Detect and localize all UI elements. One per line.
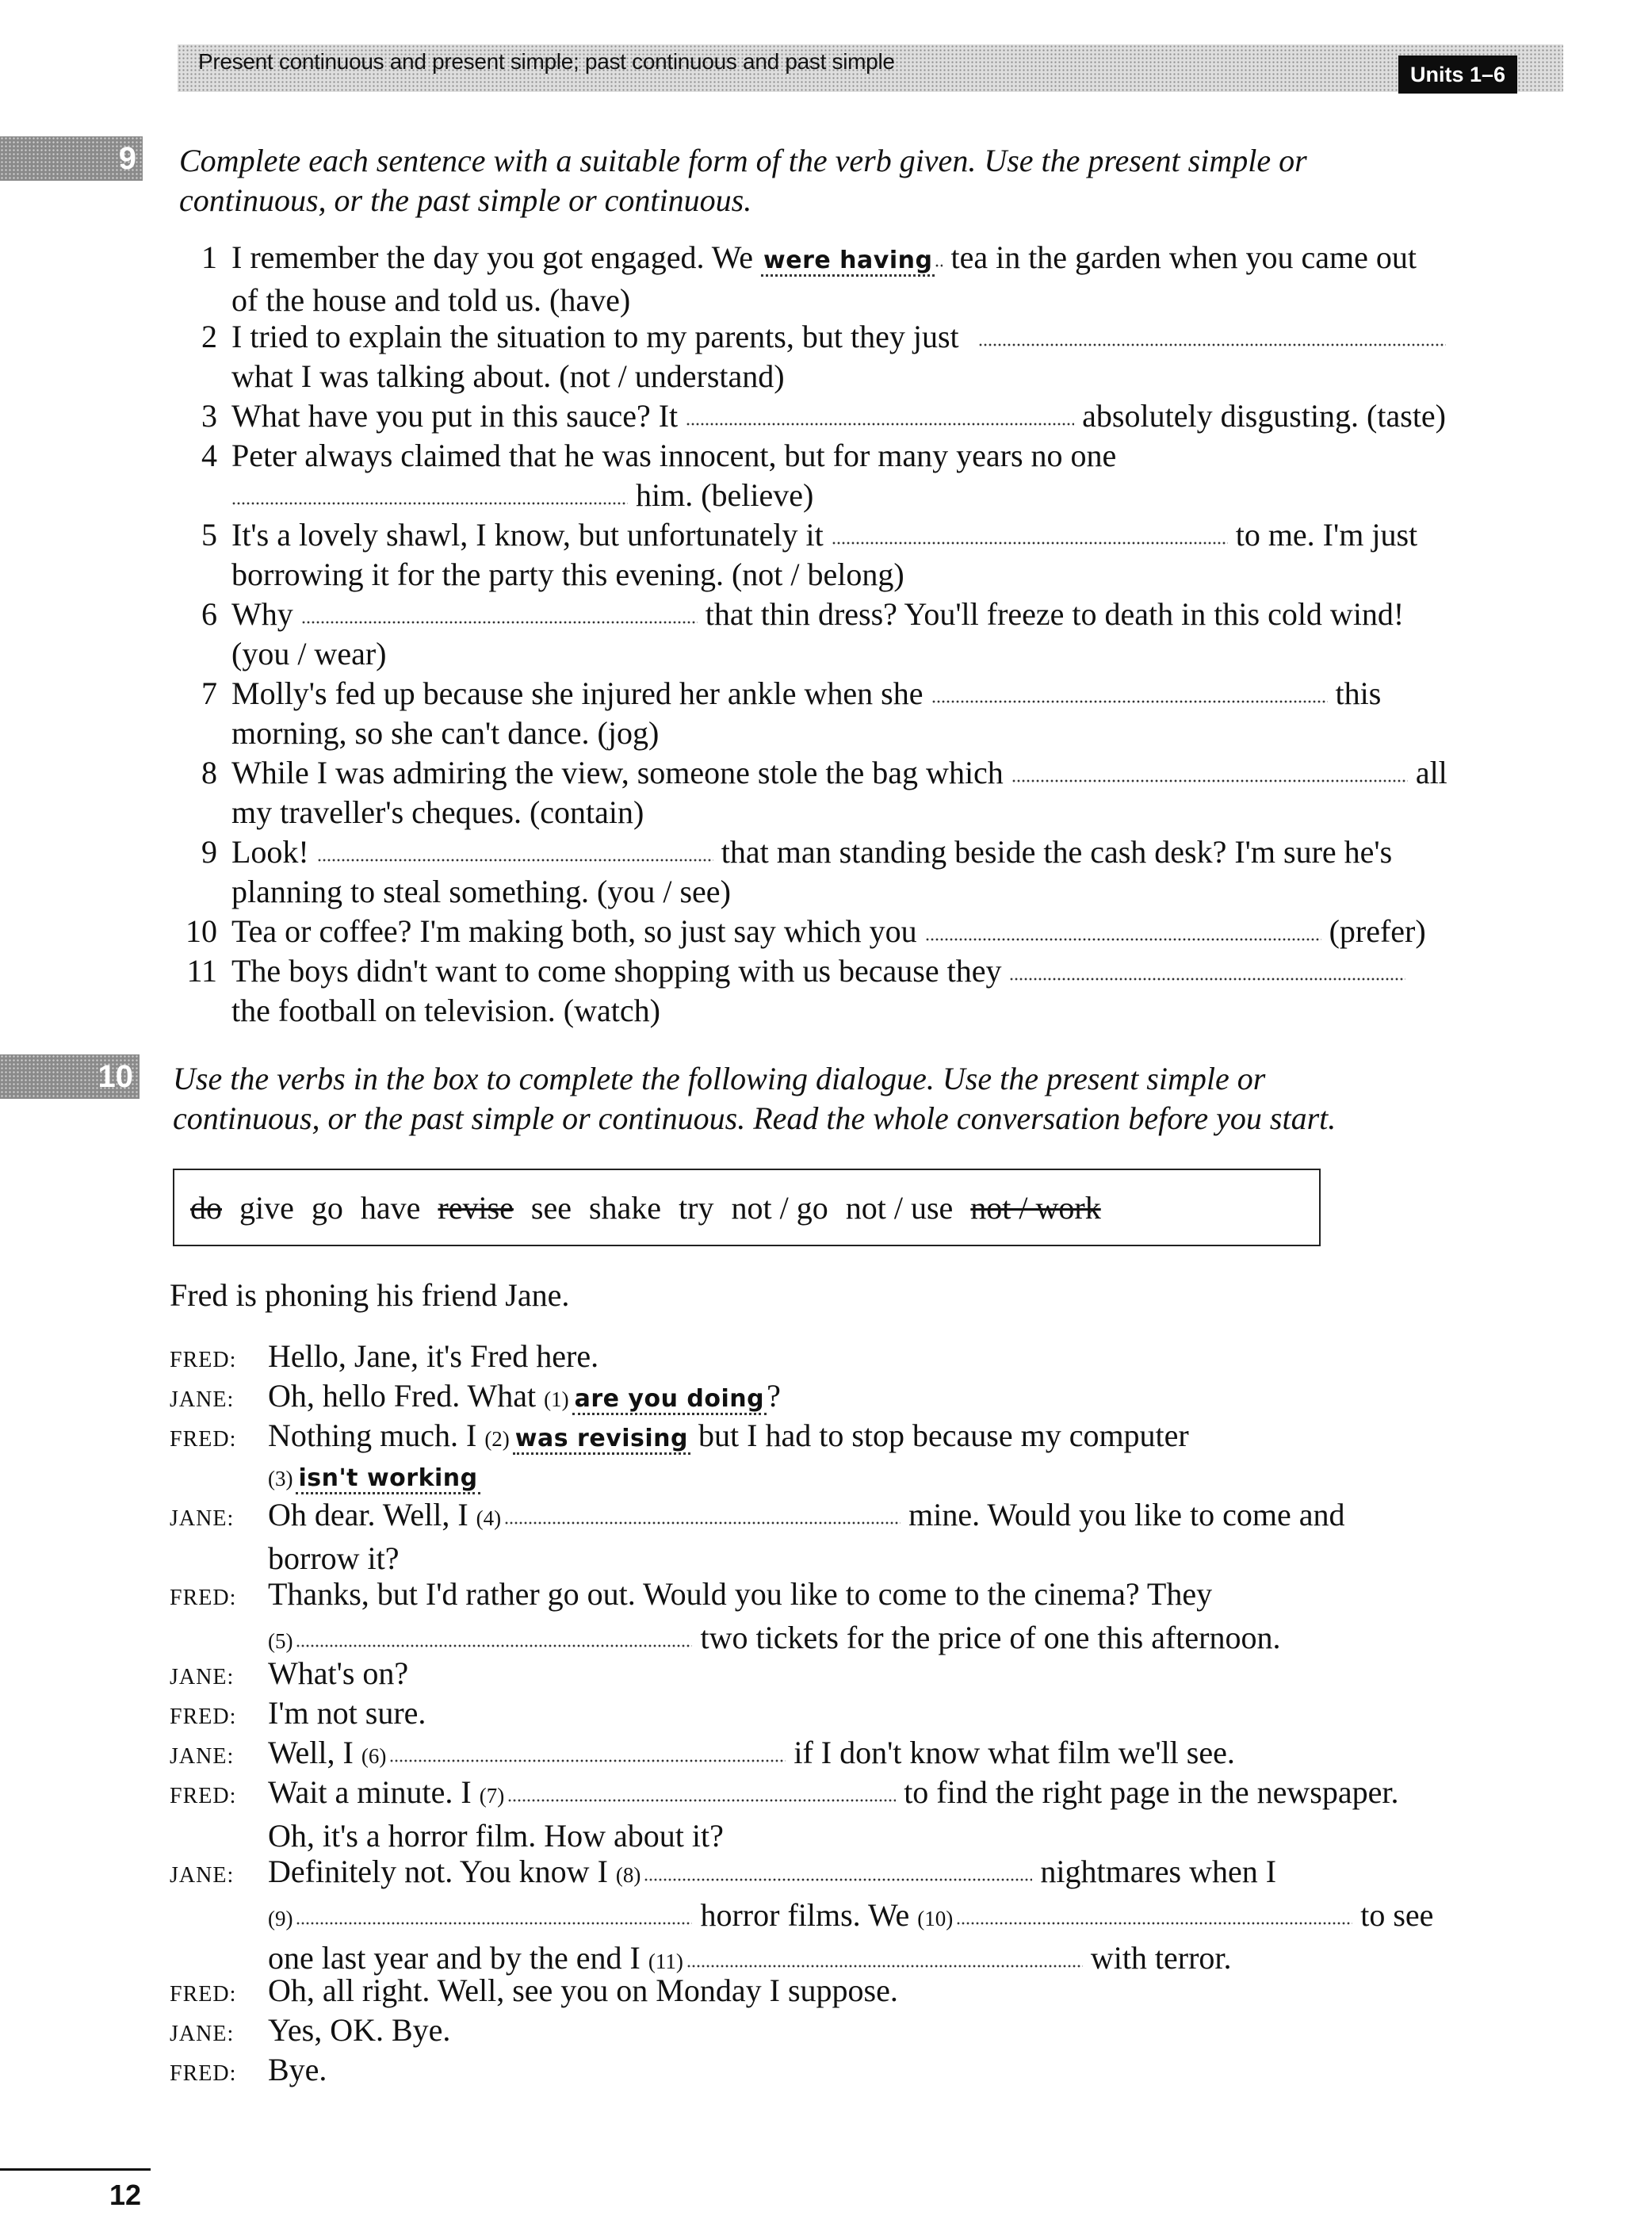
answer-filled: isn't working (296, 1464, 480, 1494)
dialogue-line: JANE: What's on? (170, 1654, 408, 1697)
speaker: JANE: (170, 1506, 235, 1531)
answer-blank[interactable] (931, 694, 1328, 704)
exercise-item-10: 10 Tea or coffee? I'm making both, so just say which you (prefer) (185, 913, 1426, 949)
answer-blank[interactable] (296, 1916, 692, 1926)
answer-blank[interactable] (925, 932, 1321, 942)
exercise-item-11: 11 The boys didn't want to come shopping with us because they the football on television. (watch) (179, 951, 1405, 1031)
speaker: JANE: (170, 1863, 235, 1888)
speaker: JANE: (170, 1744, 235, 1769)
speaker: FRED: (170, 1705, 237, 1729)
word-used: not / work (970, 1189, 1101, 1226)
answer-blank[interactable] (644, 1873, 1032, 1882)
exercise-item-1: 1 I remember the day you got engaged. We were having tea in the garden when you came out of the house and told us. (have) (201, 239, 1417, 318)
dialogue-line: FRED: Wait a minute. I (7) to find the right page in the newspaper. Oh, it's a horror film. How about it? (170, 1774, 1399, 1854)
answer-blank[interactable] (1009, 972, 1405, 981)
exercise-9-number: 9 (0, 136, 143, 181)
word: not / go (731, 1189, 828, 1226)
speaker: FRED: (170, 1427, 237, 1452)
units-badge: Units 1–6 (1398, 55, 1517, 94)
answer-filled: were having (761, 247, 935, 277)
dialogue-line: JANE: Oh dear. Well, I (4) mine. Would you like to come and borrow it? (170, 1497, 1345, 1576)
answer-blank[interactable] (296, 1639, 692, 1648)
dialogue-line: FRED: Bye. (170, 2050, 327, 2094)
exercise-9-instruction (179, 141, 1558, 220)
answer-blank[interactable] (686, 417, 1074, 427)
speaker: FRED: (170, 2061, 237, 2086)
word: have (360, 1189, 421, 1226)
exercise-item-7: 7 Molly's fed up because she injured her ankle when she this morning, so she can't dance. (jog) (201, 675, 1382, 751)
dialogue-line: FRED: Oh, all right. Well, see you on Monday I suppose. (170, 1971, 898, 2014)
instruction-line: Use the verbs in the box to complete the following dialogue. Use the present simple or (173, 1061, 1266, 1096)
answer-blank[interactable] (317, 853, 713, 863)
dialogue-line: JANE: Oh, hello Fred. What (1) are you doing? (170, 1376, 781, 1420)
answer-blank[interactable] (832, 536, 1228, 545)
answer-filled: was revising (513, 1425, 690, 1455)
word: give (239, 1189, 294, 1226)
word: not / use (845, 1189, 954, 1226)
exercise-10-instruction (173, 1059, 1568, 1138)
word-used: do (190, 1189, 222, 1226)
speaker: FRED: (170, 1348, 237, 1372)
dialogue-line: FRED: Nothing much. I (2) was revising but I had to stop because my computer (170, 1416, 1189, 1460)
answer-blank[interactable] (956, 1916, 1352, 1926)
exercise-item-9: 9 Look! that man standing beside the cash desk? I'm sure he's planning to steal something. (you / see) (201, 834, 1393, 909)
word: shake (588, 1189, 662, 1226)
dialogue-intro: Fred is phoning his friend Jane. (170, 1277, 570, 1313)
dialogue-line: FRED: I'm not sure. (170, 1693, 426, 1737)
answer-blank[interactable] (1011, 774, 1408, 783)
exercise-item-3: 3 What have you put in this sauce? It absolutely disgusting. (taste) (201, 398, 1446, 434)
exercise-item-8: 8 While I was admiring the view, someone stole the bag which all my traveller's cheques. (contain) (201, 755, 1447, 830)
exercise-item-5: 5 It's a lovely shawl, I know, but unfortunately it to me. I'm just borrowing it for the party this evening. (not / belong) (201, 517, 1418, 592)
dialogue-line: JANE: Well, I (6) if I don't know what film we'll see. (170, 1733, 1235, 1777)
word: go (311, 1189, 343, 1226)
exercise-item-2: 2 I tried to explain the situation to my parents, but they just what I was talking about. (not / understand) (179, 317, 1446, 396)
dialogue-line: JANE: Yes, OK. Bye. (170, 2011, 450, 2054)
speaker: FRED: (170, 1982, 237, 2007)
exercise-item-4: 4 Peter always claimed that he was innocent, but for many years no one him. (believe) (201, 438, 1117, 513)
answer-filled: are you doing (572, 1385, 767, 1415)
dialogue-line: JANE: Definitely not. You know I (8) nightmares when I (9) horror films. We (10) to see one last year and by the end I (11) with terror. (170, 1854, 1434, 1976)
instruction-line: Complete each sentence with a suitable form of the verb given. Use the present simple or (179, 143, 1307, 178)
speaker: FRED: (170, 1784, 237, 1808)
exercise-item-6: 6 Why that thin dress? You'll freeze to death in this cold wind! (you / wear) (201, 596, 1405, 671)
answer-blank[interactable] (504, 1516, 901, 1525)
answer-blank[interactable] (389, 1754, 786, 1763)
answer-blank[interactable] (686, 1959, 1083, 1969)
exercise-10-number: 10 (0, 1054, 140, 1099)
page-title: Present continuous and present simple; past continuous and past simple (198, 49, 895, 74)
answer-blank[interactable] (301, 615, 698, 625)
verb-word-box (173, 1169, 1321, 1246)
dialogue-line: (3) isn't working (170, 1456, 480, 1498)
page-number: 12 (109, 2179, 142, 2211)
footer-rule (0, 2168, 151, 2171)
word-used: revise (438, 1189, 514, 1226)
word: see (530, 1189, 572, 1226)
speaker: JANE: (170, 1387, 235, 1412)
answer-blank[interactable] (978, 338, 1446, 347)
instruction-line: continuous, or the past simple or continuous. Read the whole conversation before you start. (173, 1100, 1337, 1136)
answer-blank[interactable] (231, 496, 628, 506)
word: try (679, 1189, 714, 1226)
dialogue-line: FRED: Hello, Jane, it's Fred here. (170, 1337, 598, 1380)
speaker: JANE: (170, 2022, 235, 2046)
dialogue-line: FRED: Thanks, but I'd rather go out. Would you like to come to the cinema? They (5) two tickets for the price of one this afternoon. (170, 1576, 1281, 1655)
answer-blank[interactable] (507, 1793, 896, 1803)
instruction-line: continuous, or the past simple or continuous. (179, 182, 752, 218)
speaker: FRED: (170, 1586, 237, 1610)
speaker: JANE: (170, 1665, 235, 1689)
